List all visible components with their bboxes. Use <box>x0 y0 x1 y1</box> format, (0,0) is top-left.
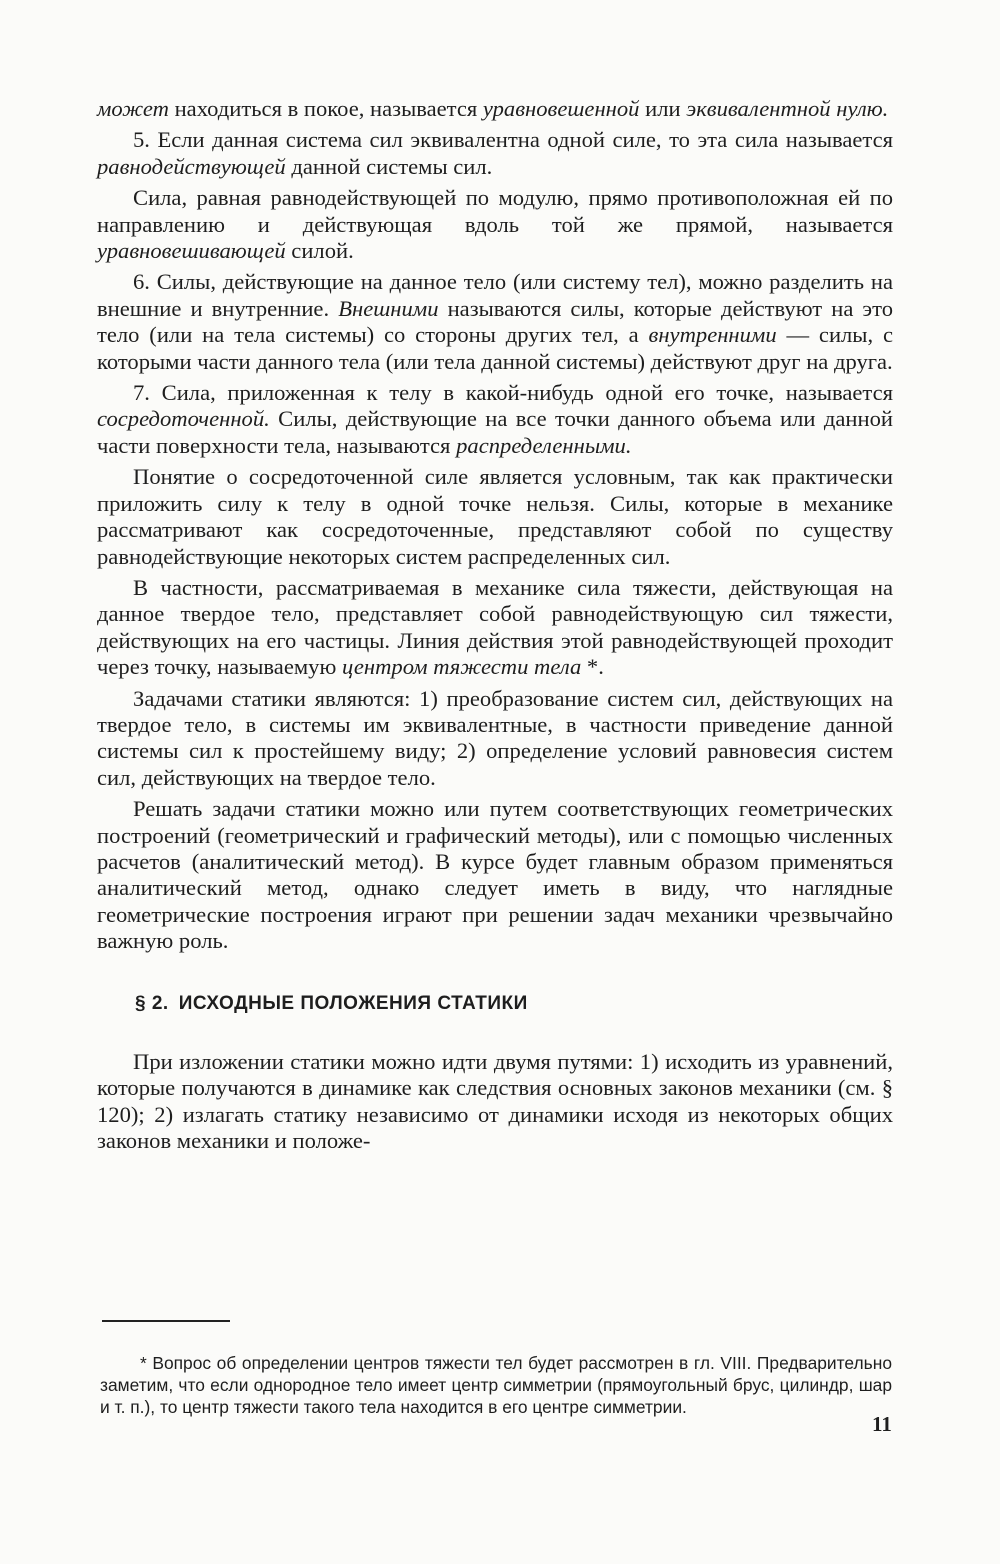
emphasis-term: уравновешивающей <box>97 238 286 264</box>
text-run: Сила, равная равнодействующей по модулю, прямо противоположная ей по направлению и действующая вдоль той же прямой, называется <box>97 185 893 237</box>
text-run: 6. Силы, действующие на данное тело (или систему тел), можно разделить на внешние и внутренние. <box>97 269 893 321</box>
paragraph <box>97 380 893 459</box>
emphasis-term: сосредоточенной. <box>97 406 270 432</box>
text-run: Решать задачи статики можно или путем соответствующих геометрических построений (геометрический и графический методы), или с помощью численных расчетов (аналитический метод). В курсе будет главным образом применяться аналитический метод, однако следует иметь в виду, что наглядные геометрические построения играют при решении задач механики чрезвычайно важную роль. <box>97 796 893 954</box>
text-run: силой. <box>285 238 354 264</box>
paragraphs-block <box>97 96 893 955</box>
page-number: 11 <box>872 1412 892 1436</box>
text-run: называются силы, которые действуют на это тело (или на тела системы) со стороны других тел, а <box>97 295 893 348</box>
main-text <box>97 96 893 1160</box>
emphasis-term: центром тяжести тела <box>341 654 582 680</box>
emphasis-term: равнодействующей <box>97 153 286 179</box>
paragraph <box>97 575 893 681</box>
text-run: находиться в покое, называется <box>168 96 483 121</box>
text-run: или <box>639 96 687 121</box>
paragraph <box>97 686 893 792</box>
text-run: — силы, с которыми части данного тела (или тела данной системы) действуют друг на друга. <box>97 322 893 374</box>
paragraph <box>97 185 893 264</box>
emphasis-term: может <box>97 96 169 121</box>
section-title: ИСХОДНЫЕ ПОЛОЖЕНИЯ СТАТИКИ <box>178 992 528 1014</box>
text-run: Силы, действующие на все точки данного объема или данной части поверхности тела, называются <box>97 406 893 458</box>
paragraphs-after-heading <box>97 1049 893 1155</box>
paragraph <box>97 269 893 375</box>
emphasis-term: Внешними <box>338 295 439 321</box>
text-run: 5. Если данная система сил эквивалентна одной силе, то эта сила называется <box>133 127 893 153</box>
text-run: При изложении статики можно идти двумя путями: 1) исходить из уравнений, которые получаются в динамике как следствия основных законов механики (см. § 120); 2) излагать статику независимо от динамики исходя из некоторых общих законов механики и положе- <box>97 1049 893 1154</box>
text-run: Понятие о сосредоточенной силе является условным, так как практически приложить силу к телу в одной точке нельзя. Силы, которые в механике рассматривают как сосредоточенные, представляют собой по существу равнодействующие некоторых систем распределенных сил. <box>97 464 893 569</box>
paragraph <box>97 796 893 954</box>
emphasis-term: распределенными. <box>456 432 632 458</box>
emphasis-term: уравновешенной <box>482 96 640 121</box>
text-run: 7. Сила, приложенная к телу в какой-нибудь одной его точке, называется <box>133 380 893 406</box>
paragraph <box>97 464 893 570</box>
text-run: В частности, рассматриваемая в механике сила тяжести, действующая на данное твердое тело, представляет собой равнодействующую сил тяжести, действующих на его частицы. Линия действия этой равнодействующей проходит через точку, называемую <box>97 574 893 680</box>
text-run: Задачами статики являются: 1) преобразование систем сил, действующих на твердое тело, в системы им эквивалентные, в частности приведение данной системы сил к простейшему виду; 2) определение условий равновесия систем сил, действующих на твердое тело. <box>97 685 893 790</box>
section-number: § 2. <box>135 992 169 1014</box>
emphasis-term: эквивалентной нулю. <box>686 96 889 121</box>
paragraph <box>97 127 893 180</box>
footnote-divider <box>102 1320 230 1322</box>
text-run: данной системы сил. <box>285 153 493 179</box>
paragraph <box>97 1049 893 1155</box>
paragraph <box>97 96 893 122</box>
footnote: * Вопрос об определении центров тяжести тел будет рассмотрен в гл. VIII. Предварительно заметим, что если однородное тело имеет центр симметрии (прямоугольный брус, цилиндр, шар и т. п.), то центр тяжести такого тела находится в его центре симметрии. <box>100 1353 892 1417</box>
text-run: *. <box>581 654 604 680</box>
emphasis-term: внутренними <box>648 322 777 348</box>
section-heading <box>135 991 893 1017</box>
